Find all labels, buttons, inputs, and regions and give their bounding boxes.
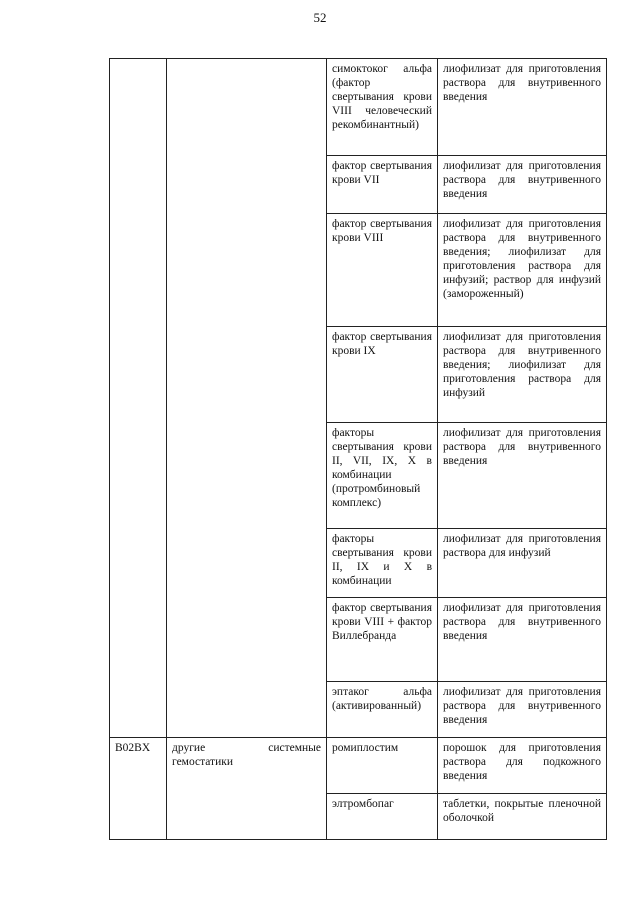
drug-name-cell: факторы свертывания крови II, VII, IX, X в комбинации (протромбиновый комплекс) (327, 423, 438, 529)
drug-name-cell: фактор свертывания крови IX (327, 327, 438, 423)
dosage-form-cell: лиофилизат для приготовления раствора для внутривенного введения (438, 598, 607, 682)
drug-name-cell: эптаког альфа (активированный) (327, 682, 438, 738)
table-row (110, 738, 607, 794)
drug-name-cell: ромиплостим (327, 738, 438, 794)
dosage-form-cell: лиофилизат для приготовления раствора для внутривенного введения (438, 156, 607, 214)
code-cell (110, 59, 167, 738)
group-name-cell: другие системные гемостатики (167, 738, 327, 840)
dosage-form-cell: лиофилизат для приготовления раствора для внутривенного введения; лиофилизат для приготовления раствора для инфузий (438, 327, 607, 423)
drug-name-cell: факторы свертывания крови II, IX и X в комбинации (327, 529, 438, 598)
dosage-form-cell: порошок для приготовления раствора для подкожного введения (438, 738, 607, 794)
dosage-form-cell: лиофилизат для приготовления раствора для инфузий (438, 529, 607, 598)
drug-table (109, 58, 607, 840)
drug-name-cell: фактор свертывания крови VIII (327, 214, 438, 327)
page-number: 52 (313, 10, 327, 25)
drug-name-cell: симоктоког альфа (фактор свертывания крови VIII человеческий рекомбинантный) (327, 59, 438, 156)
dosage-form-cell: лиофилизат для приготовления раствора для внутривенного введения; лиофилизат для приготовления раствора для инфузий; раствор для инфузий (замороженный) (438, 214, 607, 327)
dosage-form-cell: лиофилизат для приготовления раствора для внутривенного введения (438, 423, 607, 529)
drug-name-cell: элтромбопаг (327, 794, 438, 840)
code-cell: B02BX (110, 738, 167, 840)
table-row (110, 59, 607, 156)
dosage-form-cell: лиофилизат для приготовления раствора для внутривенного введения (438, 682, 607, 738)
dosage-form-cell: таблетки, покрытые пленочной оболочкой (438, 794, 607, 840)
dosage-form-cell: лиофилизат для приготовления раствора для внутривенного введения (438, 59, 607, 156)
group-name-cell (167, 59, 327, 738)
drug-name-cell: фактор свертывания крови VII (327, 156, 438, 214)
drug-name-cell: фактор свертывания крови VIII + фактор Виллебранда (327, 598, 438, 682)
